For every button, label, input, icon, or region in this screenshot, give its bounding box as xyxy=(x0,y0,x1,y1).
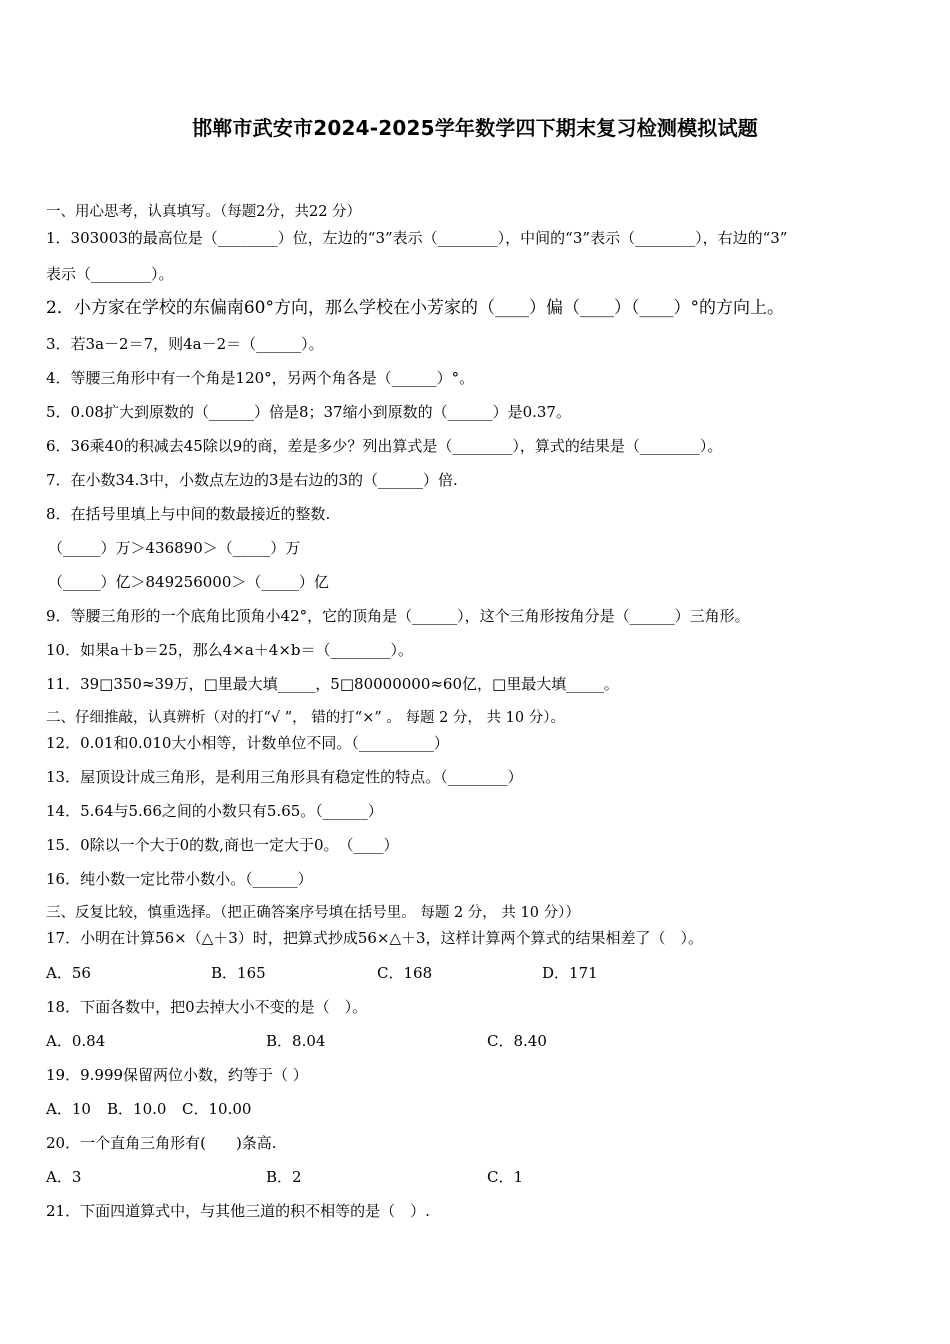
question-6: 6．36乘40的积减去45除以9的商，差是多少？列出算式是（________），算式的结果是（________）。 xyxy=(46,437,723,455)
question-5: 5．0.08扩大到原数的（______）倍是8；37缩小到原数的（______）是0.37。 xyxy=(46,403,571,421)
q20-option-c: C．1 xyxy=(487,1168,524,1186)
question-8: 8．在括号里填上与中间的数最接近的整数. xyxy=(46,505,331,523)
q19-option-a: A．10 xyxy=(46,1100,91,1118)
q18-option-c: C．8.40 xyxy=(487,1032,547,1050)
question-11: 11．39□350≈39万，□里最大填_____，5□80000000≈60亿，□里最大填_____。 xyxy=(46,675,619,693)
question-1-line-1: 1．303003的最高位是（________）位，左边的“3”表示（________），中间的“3”表示（________），右边的“3” xyxy=(46,229,788,247)
q19-option-c: C．10.00 xyxy=(182,1100,252,1118)
q19-option-b: B．10.0 xyxy=(107,1100,167,1118)
section-1-heading: 一、用心思考，认真填写。（每题2分，共22 分） xyxy=(46,204,362,220)
page-title: 邯郸市武安市2024-2025学年数学四下期末复习检测模拟试题 xyxy=(192,116,758,140)
question-1-line-2: 表示（________）。 xyxy=(46,265,174,283)
question-16: 16．纯小数一定比带小数小。（______） xyxy=(46,870,313,888)
q20-option-b: B．2 xyxy=(266,1168,302,1186)
question-2: 2．小方家在学校的东偏南60°方向，那么学校在小芳家的（____）偏（____）（____）°的方向上。 xyxy=(46,298,784,318)
question-4: 4．等腰三角形中有一个角是120°，另两个角各是（______）°。 xyxy=(46,369,475,387)
question-20: 20．一个直角三角形有( )条高. xyxy=(46,1134,277,1152)
question-8-part-a: （_____）万＞436890＞（_____）万 xyxy=(48,539,301,557)
question-17: 17．小明在计算56×（△＋3）时，把算式抄成56×△＋3，这样计算两个算式的结果相差了（ ）。 xyxy=(46,929,704,947)
q17-option-b: B．165 xyxy=(211,964,266,982)
question-13: 13．屋顶设计成三角形，是利用三角形具有稳定性的特点。（________） xyxy=(46,768,523,786)
question-7: 7．在小数34.3中，小数点左边的3是右边的3的（______）倍. xyxy=(46,471,458,489)
q18-option-a: A．0.84 xyxy=(46,1032,106,1050)
question-3: 3．若3a－2＝7，则4a－2＝（______）。 xyxy=(46,335,324,353)
q20-option-a: A．3 xyxy=(46,1168,82,1186)
question-18: 18．下面各数中，把0去掉大小不变的是（ ）。 xyxy=(46,998,368,1016)
section-2-heading: 二、仔细推敲，认真辨析（对的打“√ ”， 错的打“×” 。 每题 2 分， 共 10 分）。 xyxy=(46,710,565,726)
q17-option-c: C．168 xyxy=(377,964,433,982)
q17-option-a: A．56 xyxy=(46,964,91,982)
question-9: 9．等腰三角形的一个底角比顶角小42°，它的顶角是（______），这个三角形按角分是（______）三角形。 xyxy=(46,607,750,625)
question-19: 19．9.999保留两位小数，约等于（ ） xyxy=(46,1066,308,1084)
section-3-heading: 三、反复比较，慎重选择。（把正确答案序号填在括号里。 每题 2 分， 共 10 分）） xyxy=(46,905,580,921)
question-21: 21．下面四道算式中，与其他三道的积不相等的是（ ）. xyxy=(46,1202,430,1220)
question-15: 15．0除以一个大于0的数,商也一定大于0。 （____） xyxy=(46,836,399,854)
question-8-part-b: （_____）亿＞849256000＞（_____）亿 xyxy=(48,573,329,591)
q17-option-d: D．171 xyxy=(542,964,598,982)
question-14: 14．5.64与5.66之间的小数只有5.65。（______） xyxy=(46,802,383,820)
question-10: 10．如果a＋b＝25，那么4×a＋4×b＝（________）。 xyxy=(46,641,413,659)
question-12: 12．0.01和0.010大小相等，计数单位不同。（__________） xyxy=(46,734,449,752)
q18-option-b: B．8.04 xyxy=(266,1032,326,1050)
